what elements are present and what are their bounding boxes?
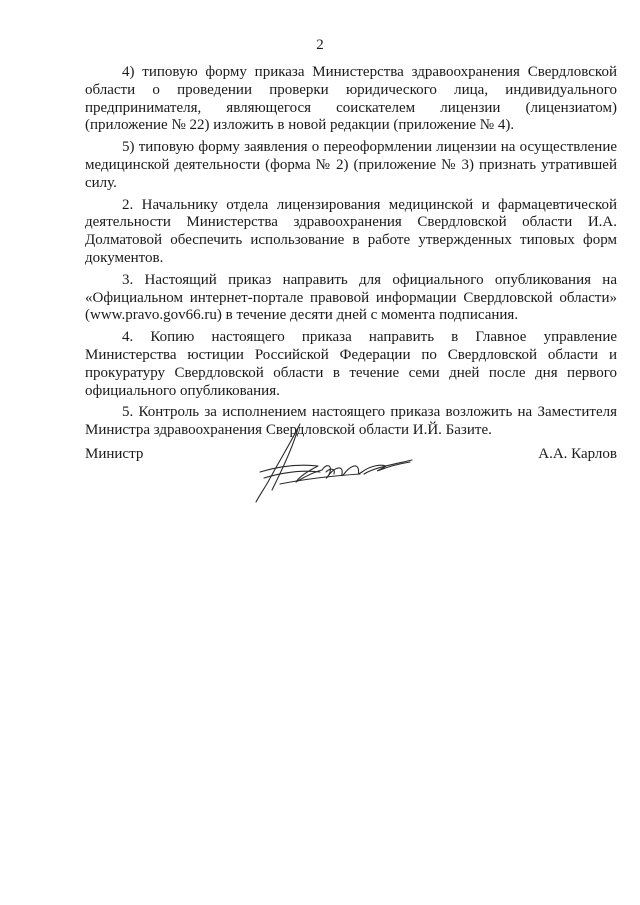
signer-name: А.А. Карлов xyxy=(538,446,617,462)
paragraph-item-5-application-form: 5) типовую форму заявления о переоформлении лицензии на осуществление медицинской деятельности (форма № 2) (приложение № 3) признать утратившей силу. xyxy=(85,139,617,191)
page-number: 2 xyxy=(316,37,324,53)
signer-position: Министр xyxy=(85,446,144,462)
paragraph-item-4-order-form: 4) типовую форму приказа Министерства здравоохранения Свердловской области о проведении проверки юридического лица, индивидуального предпринимателя, являющегося соискателем лицензии (лицензиатом) (приложение № 22) изложить в новой редакции (приложение № 4). xyxy=(85,64,617,134)
paragraph-point-2: 2. Начальнику отдела лицензирования медицинской и фармацевтической деятельности Министерства здравоохранения Свердловской области И.А. Долматовой обеспечить использование в работе утвержденных типовых форм документов. xyxy=(85,196,617,266)
paragraph-point-3: 3. Настоящий приказ направить для официального опубликования на «Официальном интернет-портале правовой информации Свердловской области» (www.pravo.gov66.ru) в течение десяти дней с момента подписания. xyxy=(85,271,617,324)
paragraph-point-5: 5. Контроль за исполнением настоящего приказа возложить на Заместителя Министра здравоохранения Свердловской области И.Й. Базите. xyxy=(85,404,617,439)
document-body xyxy=(85,64,617,444)
paragraph-point-4: 4. Копию настоящего приказа направить в Главное управление Министерства юстиции Российской Федерации по Свердловской области и прокуратуру Свердловской области в течение семи дней после дня первого официального опубликования. xyxy=(85,329,617,399)
handwritten-signature-icon xyxy=(240,420,420,510)
